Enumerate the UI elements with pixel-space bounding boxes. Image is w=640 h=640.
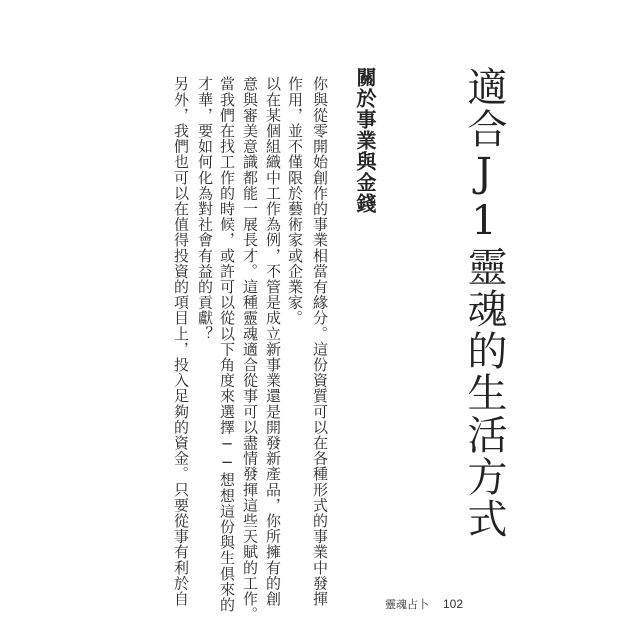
page-number: 102 xyxy=(443,597,464,611)
section-heading: 關於事業與金錢 xyxy=(353,67,377,214)
running-title: 靈魂占卜 xyxy=(385,598,429,611)
page-footer xyxy=(385,595,463,613)
chapter-title: 適合J1靈魂的生活方式 xyxy=(461,66,507,540)
body-line: 以在某個組織中工作為例，不管是成立新事業還是開發新產品，你所擁有的創 xyxy=(264,76,282,607)
body-line: 作用，並不僅限於藝術家或企業家。 xyxy=(286,76,304,326)
body-line: 當我們在找工作的時候，或許可以從以下角度來選擇──想想這份與生俱來的 xyxy=(218,76,236,613)
body-line: 你與從零開始創作的事業相當有緣分。這份資質可以在各種形式的事業中發揮 xyxy=(311,76,329,607)
body-line: 才華，要如何化為對社會有益的貢獻？ xyxy=(196,76,214,342)
body-line: 另外，我們也可以在值得投資的項目上，投入足夠的資金。只要從事有利於自 xyxy=(172,76,190,607)
body-line: 意與審美意識都能一展長才。這種靈魂適合從事可以盡情發揮這些天賦的工作。 xyxy=(241,76,259,622)
